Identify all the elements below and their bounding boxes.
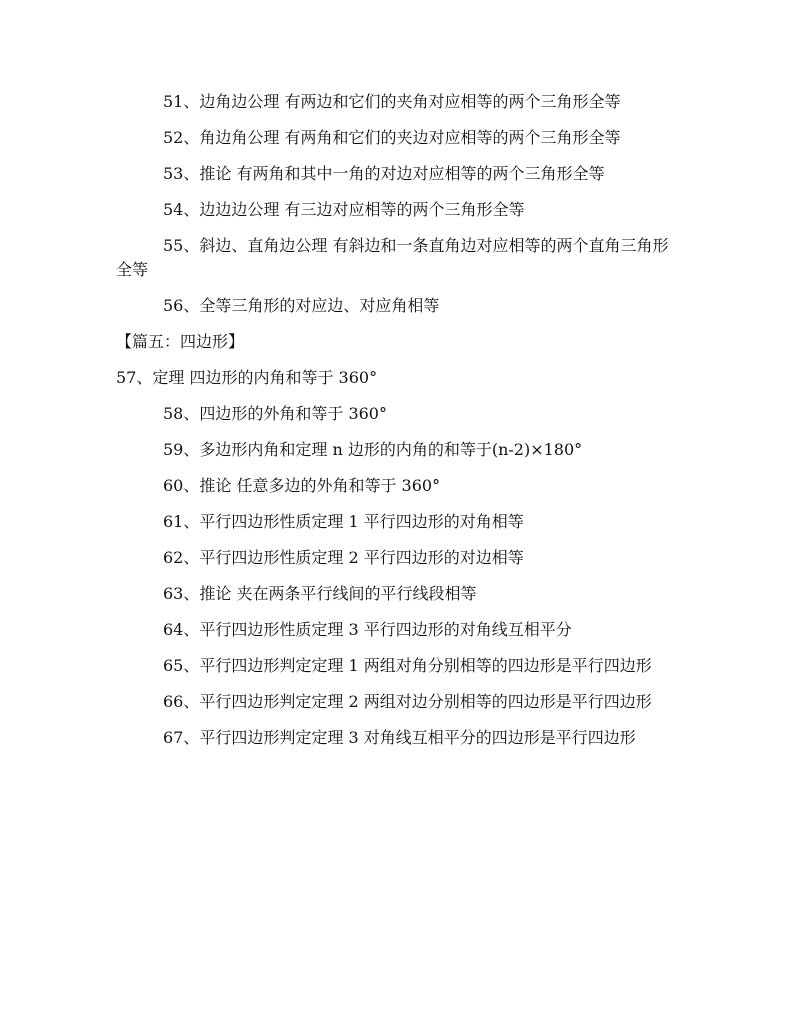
theorem-53: 53、推论 有两角和其中一角的对边对应相等的两个三角形全等 <box>163 164 605 183</box>
theorem-58: 58、四边形的外角和等于 360° <box>163 404 387 423</box>
theorem-59: 59、多边形内角和定理 n 边形的内角的和等于(n-2)×180° <box>163 440 583 459</box>
theorem-61: 61、平行四边形性质定理 1 平行四边形的对角相等 <box>163 512 524 531</box>
section-heading: 【篇五：四边形】 <box>116 332 245 351</box>
theorem-57: 57、定理 四边形的内角和等于 360° <box>116 368 378 387</box>
document-body <box>116 90 676 762</box>
theorem-64: 64、平行四边形性质定理 3 平行四边形的对角线互相平分 <box>163 620 572 639</box>
theorem-65: 65、平行四边形判定定理 1 两组对角分别相等的四边形是平行四边形 <box>163 656 652 675</box>
theorem-52: 52、角边角公理 有两角和它们的夹边对应相等的两个三角形全等 <box>163 128 621 147</box>
theorem-51: 51、边角边公理 有两边和它们的夹角对应相等的两个三角形全等 <box>163 92 621 111</box>
theorem-62: 62、平行四边形性质定理 2 平行四边形的对边相等 <box>163 548 524 567</box>
theorem-67: 67、平行四边形判定定理 3 对角线互相平分的四边形是平行四边形 <box>163 728 636 747</box>
theorem-63: 63、推论 夹在两条平行线间的平行线段相等 <box>163 584 477 603</box>
theorem-55: 55、斜边、直角边公理 有斜边和一条直角边对应相等的两个直角三角形全等 <box>116 236 669 279</box>
theorem-56: 56、全等三角形的对应边、对应角相等 <box>163 296 440 315</box>
theorem-66: 66、平行四边形判定定理 2 两组对边分别相等的四边形是平行四边形 <box>163 692 652 711</box>
theorem-54: 54、边边边公理 有三边对应相等的两个三角形全等 <box>163 200 525 219</box>
theorem-60: 60、推论 任意多边的外角和等于 360° <box>163 476 441 495</box>
